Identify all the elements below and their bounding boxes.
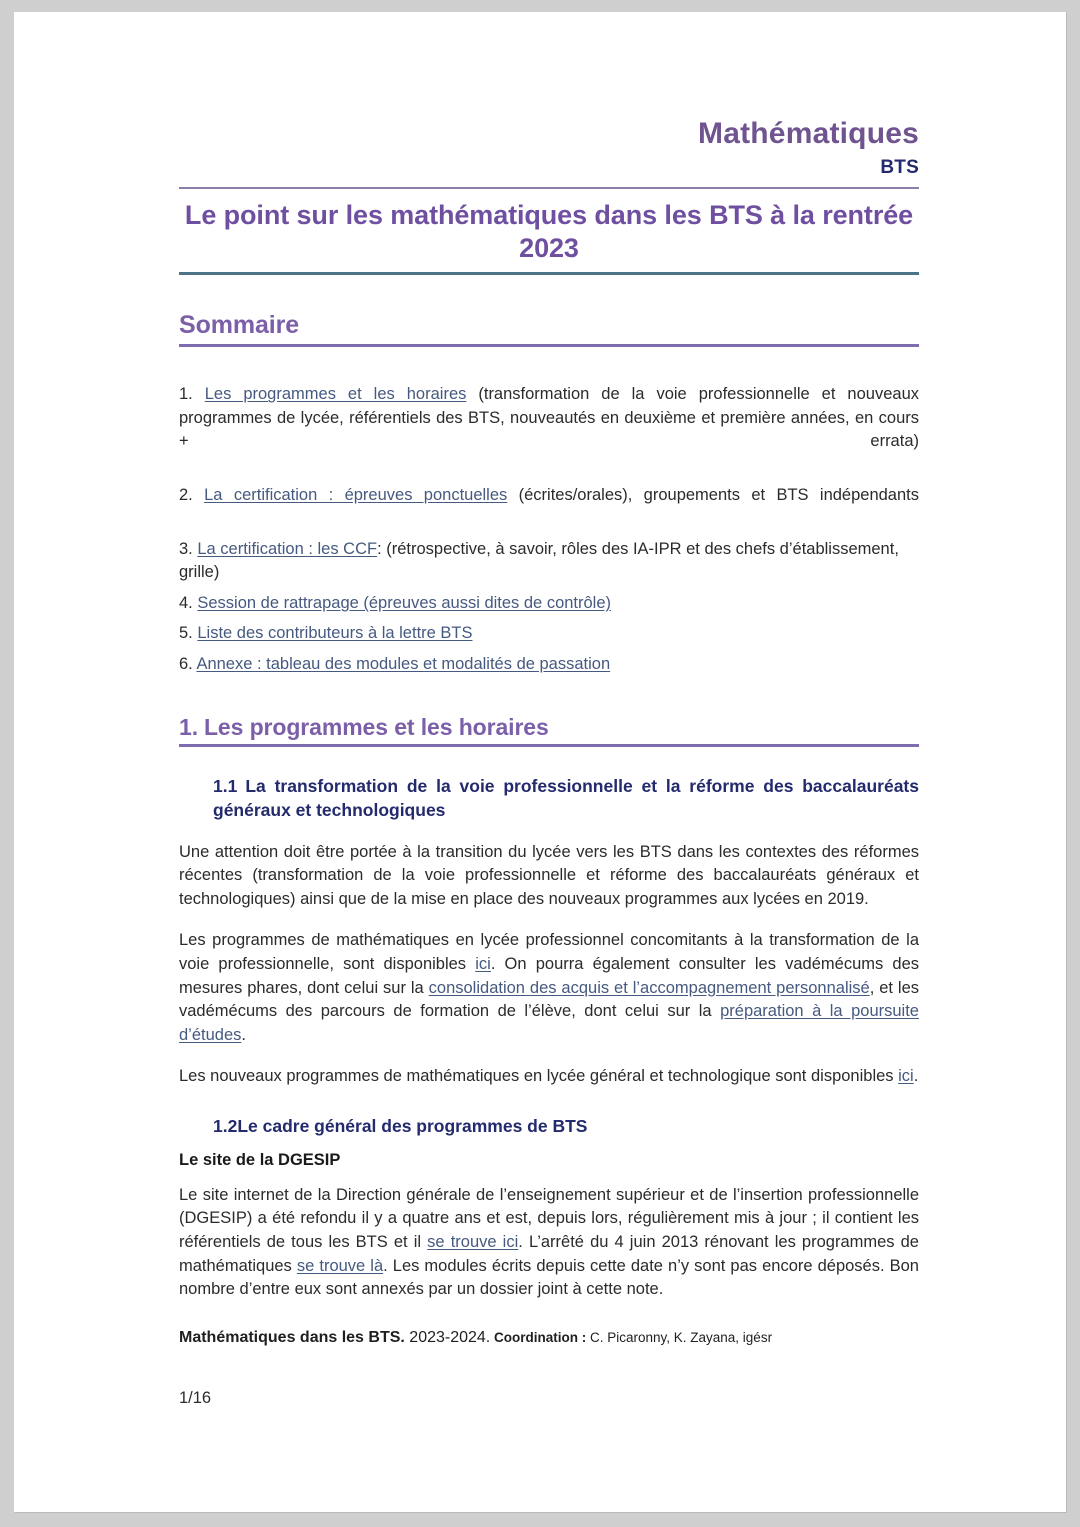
header-rule-teal: [179, 272, 919, 275]
toc-number: 1.: [179, 385, 193, 404]
sommaire-rule: [179, 344, 919, 347]
link-se-trouve-la[interactable]: se trouve là: [296, 1256, 384, 1275]
section-1-number: 1.: [179, 714, 198, 741]
text-fragment: . Les modules écrits depuis cette date n’y sont pas encore déposés. Bon nombre d’entre eux sont annexés par un dossier joint à cette note.: [179, 1256, 919, 1299]
list-item: [179, 383, 919, 477]
link-ici-lycee-general[interactable]: ici: [898, 1067, 914, 1086]
toc-number: 2.: [179, 486, 193, 505]
list-item: [179, 484, 919, 531]
paragraph-1-1-a: Une attention doit être portée à la transition du lycée vers les BTS dans les contextes des réformes récentes (transformation de la voie professionnelle et réforme des baccalauréats généraux et technologiques) ainsi que de la mise en place des nouveaux programmes aux lycées en 2019.: [179, 842, 919, 908]
header-rule-purple: [179, 187, 919, 189]
text-fragment: Les programmes de mathématiques en lycée professionnel concomitants à la transformation de la voie professionnelle, sont disponibles: [179, 931, 919, 974]
footer-citation: [179, 1328, 919, 1349]
toc-number: 4.: [179, 593, 193, 612]
text-fragment: .: [241, 1025, 246, 1044]
link-se-trouve-ici[interactable]: se trouve ici: [427, 1233, 519, 1252]
section-1-rule: [179, 744, 919, 747]
toc-rest: (transformation de la voie professionnelle et nouveaux programmes de lycée, référentiels des BTS, nouveautés en deuxième et première années, en cours + errata): [179, 385, 919, 451]
paragraph-1-2-a: [179, 1184, 919, 1302]
section-1-title: Les programmes et les horaires: [203, 714, 549, 741]
text-fragment: . L’arrêté du 4 juin 2013 rénovant les programmes de mathématiques: [179, 1233, 919, 1275]
toc-link-certification-ponctuelles[interactable]: La certification : épreuves ponctuelles: [204, 486, 508, 505]
table-of-contents: [179, 383, 919, 676]
document-content: [179, 117, 919, 1408]
text-fragment: , et les vadémécums des parcours de formation de l’élève, dont celui sur la: [179, 978, 920, 1021]
toc-number: 3.: [179, 540, 193, 558]
link-consolidation-acquis[interactable]: consolidation des acquis et l’accompagnement personnalisé: [428, 978, 870, 997]
list-item: [179, 538, 919, 585]
subheading-site-dgesip: Le site de la DGESIP: [179, 1150, 341, 1169]
section-1-2-number: 1.2: [213, 1116, 238, 1137]
text-fragment: Le site internet de la Direction générale de l’enseignement supérieur et de l’insertion professionnelle (DGESIP) a été refondu il y a quatre ans et est, depuis lors, régulièrement mis à jour ; il contient les référentiels de tous les BTS et il: [179, 1185, 919, 1252]
toc-rest: : (rétrospective, à savoir, rôles des IA-IPR et des chefs d’établissement, grille): [179, 540, 899, 582]
footer-year: 2023-2024.: [404, 1328, 491, 1346]
list-item: [179, 592, 919, 615]
page-number: 1/16: [179, 1388, 212, 1407]
toc-link-annexe-tableau[interactable]: Annexe : tableau des modules et modalités de passation: [196, 654, 611, 673]
toc-number: 6.: [179, 654, 193, 673]
link-preparation-poursuite-etudes[interactable]: préparation à la poursuite d’études: [179, 1002, 919, 1044]
section-1-1-number: 1.1: [213, 776, 238, 797]
page-title: Le point sur les mathématiques dans les BTS à la rentrée 2023: [184, 199, 914, 263]
document-sheet: [14, 12, 1066, 1512]
footer-title: Mathématiques dans les BTS.: [179, 1328, 405, 1346]
list-item: [179, 622, 919, 645]
section-1-1-title: La transformation de la voie professionnelle et la réforme des baccalauréats généraux et technologiques: [213, 776, 919, 820]
toc-link-programmes-horaires[interactable]: Les programmes et les horaires: [204, 385, 467, 404]
text-fragment: .: [913, 1067, 919, 1086]
paragraph-1-1-b: [179, 929, 919, 1047]
footer-coordination-names: C. Picaronny, K. Zayana, igésr: [586, 1329, 773, 1345]
footer-coordination-label: Coordination :: [490, 1329, 587, 1345]
toc-link-liste-contributeurs[interactable]: Liste des contributeurs à la lettre BTS: [197, 624, 473, 643]
toc-link-certification-ccf[interactable]: La certification : les CCF: [197, 540, 378, 558]
text-fragment: . On pourra également consulter les vadémécums des mesures phares, dont celui sur la: [179, 955, 920, 997]
section-1-2-title: Le cadre général des programmes de BTS: [237, 1116, 588, 1137]
section-1-1-heading: [213, 775, 919, 823]
section-1-heading: [179, 714, 919, 741]
document-subject: Mathématiques: [698, 117, 919, 150]
paragraph-1-1-c: [179, 1065, 919, 1089]
toc-rest: (écrites/orales), groupements et BTS indépendants: [507, 486, 919, 505]
sommaire-heading: Sommaire: [179, 311, 300, 340]
toc-number: 5.: [179, 624, 193, 643]
document-level: BTS: [880, 156, 919, 178]
section-1-2-heading: [213, 1115, 919, 1139]
link-ici-lycee-pro[interactable]: ici: [475, 955, 491, 974]
toc-link-session-rattrapage[interactable]: Session de rattrapage (épreuves aussi dites de contrôle): [197, 593, 612, 612]
text-fragment: Les nouveaux programmes de mathématiques en lycée général et technologique sont disponibles: [179, 1067, 899, 1086]
list-item: [179, 653, 919, 676]
